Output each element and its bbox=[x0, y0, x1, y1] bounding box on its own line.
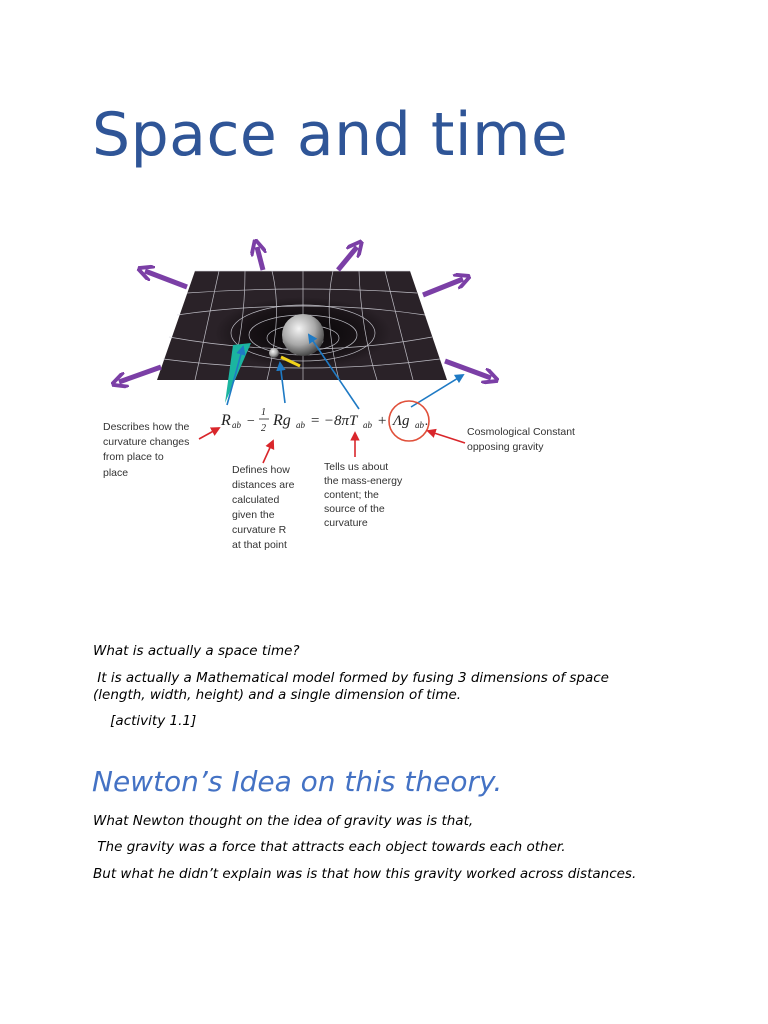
svg-text:−: − bbox=[246, 414, 256, 429]
question-paragraph: What is actually a space time? bbox=[93, 643, 300, 659]
svg-text:distances are: distances are bbox=[232, 479, 295, 491]
svg-text:Λg: Λg bbox=[393, 413, 410, 429]
small-mass-sphere bbox=[269, 348, 279, 358]
svg-text:curvature: curvature bbox=[324, 517, 368, 529]
spacetime-grid bbox=[157, 271, 447, 380]
newton-paragraph-3: But what he didn’t explain was is that how this gravity worked across distances. bbox=[93, 866, 637, 882]
svg-text:opposing gravity: opposing gravity bbox=[467, 441, 544, 453]
svg-text:1: 1 bbox=[261, 407, 266, 418]
svg-text:curvature changes: curvature changes bbox=[103, 436, 190, 448]
section-heading-newton: Newton’s Idea on this theory. bbox=[92, 765, 503, 798]
svg-text:2: 2 bbox=[261, 423, 266, 434]
svg-text:calculated: calculated bbox=[232, 494, 280, 506]
label-cosmological bbox=[467, 426, 575, 453]
svg-text:place: place bbox=[103, 467, 129, 479]
svg-text:content; the: content; the bbox=[324, 489, 379, 501]
svg-text:+: + bbox=[377, 413, 388, 429]
expansion-arrow-icon bbox=[145, 271, 187, 287]
spacetime-diagram-svg bbox=[95, 235, 585, 565]
expansion-arrow-icon bbox=[445, 361, 491, 378]
svg-text:given the: given the bbox=[232, 509, 275, 521]
label-describes bbox=[103, 421, 190, 479]
spacetime-diagram bbox=[95, 235, 585, 565]
svg-text:ab: ab bbox=[363, 420, 372, 430]
expansion-arrow-icon bbox=[257, 247, 263, 270]
svg-text:from place to: from place to bbox=[103, 451, 164, 463]
label-tells-us bbox=[324, 461, 403, 529]
svg-text:Rg: Rg bbox=[273, 412, 291, 429]
definition-line-2: (length, width, height) and a single dimension of time. bbox=[93, 687, 462, 703]
svg-text:ab: ab bbox=[232, 420, 241, 430]
svg-text:Describes how the: Describes how the bbox=[103, 421, 190, 433]
definition-line-1: It is actually a Mathematical model formed by fusing 3 dimensions of space bbox=[93, 670, 609, 686]
svg-text:Cosmological Constant: Cosmological Constant bbox=[467, 426, 575, 438]
activity-reference: [activity 1.1] bbox=[93, 713, 197, 729]
einstein-field-equation bbox=[220, 401, 429, 441]
svg-text:Defines how: Defines how bbox=[232, 464, 290, 476]
svg-text:R: R bbox=[221, 412, 231, 429]
page-title: Space and time bbox=[92, 100, 569, 170]
svg-text:= −8πT: = −8πT bbox=[310, 413, 358, 429]
svg-text:the mass-energy: the mass-energy bbox=[324, 475, 403, 487]
svg-text:at that point: at that point bbox=[232, 539, 287, 551]
svg-text:source of the: source of the bbox=[324, 503, 385, 515]
svg-text:ab: ab bbox=[415, 420, 424, 430]
mass-sphere bbox=[282, 314, 324, 356]
svg-text:Tells us about: Tells us about bbox=[324, 461, 389, 473]
newton-paragraph-1: What Newton thought on the idea of gravity was is that, bbox=[93, 813, 474, 829]
svg-text:.: . bbox=[425, 414, 429, 429]
svg-text:ab: ab bbox=[296, 420, 305, 430]
label-defines bbox=[232, 464, 295, 551]
svg-text:curvature R: curvature R bbox=[232, 524, 287, 536]
expansion-arrow-icon bbox=[119, 367, 161, 382]
expansion-arrow-icon bbox=[423, 279, 463, 295]
expansion-arrow-icon bbox=[338, 247, 357, 270]
newton-paragraph-2: The gravity was a force that attracts each object towards each other. bbox=[93, 839, 566, 855]
